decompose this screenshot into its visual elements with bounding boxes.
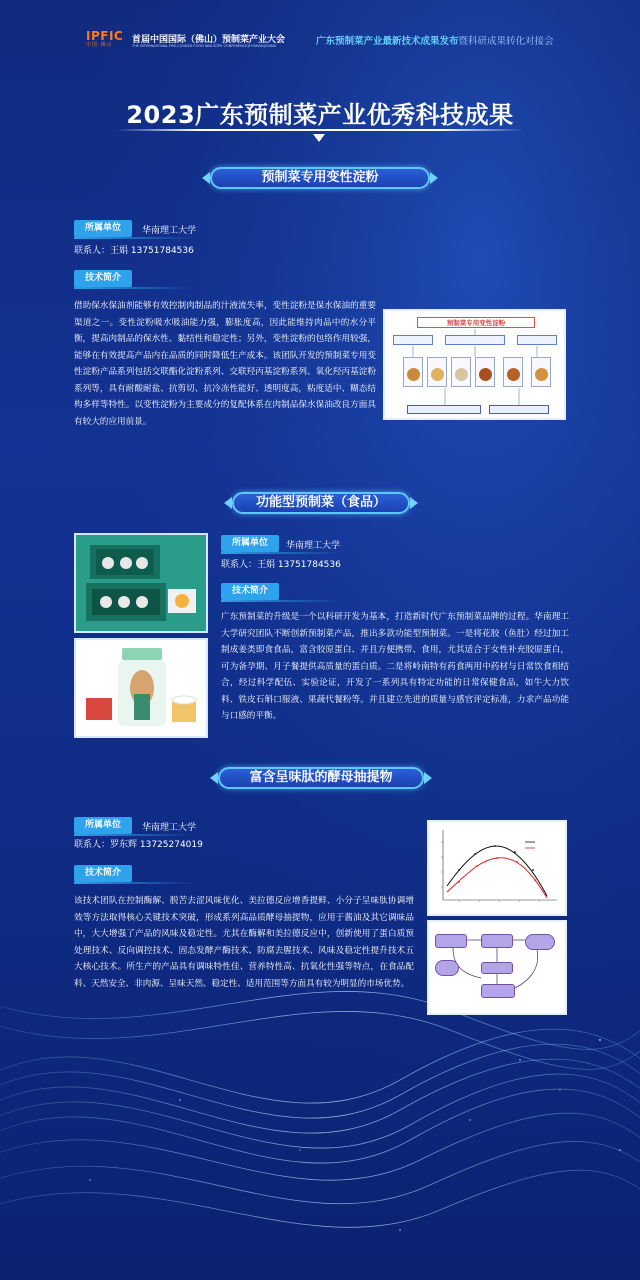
section-title: 富含呈味肽的酵母抽提物 bbox=[249, 770, 393, 785]
unit-tag: 所属单位 bbox=[221, 535, 279, 552]
intro-tag: 技术简介 bbox=[74, 865, 132, 882]
flow-node bbox=[435, 960, 459, 976]
product-photo-jar bbox=[74, 638, 208, 738]
section-description: 借助保水保油剂能够有效控制肉制品的汁液流失率，变性淀粉是保水保油的重要渠道之一。变性淀粉吸水吸油能力强，膨胀度高，因此能维持肉品中的水分平衡，提高肉制品的保水性、黏结性和稳定性；另外，变性淀粉的包络作用较强，能够在有效提高产品内在品质的同时降低生产成本。该团队开发的预制菜专用变性淀粉产品系列包括交联酯化淀粉系列、交联羟丙基淀粉系列、氧化羟丙基淀粉系列等，具有耐酸耐盐、抗剪切、抗冷冻性能好、透明度高，粘度适中、糊态结构多样等特性。以变性淀粉为主要成分的复配体系在肉制品保水保油改良方面具有较大的应用前景。 bbox=[74, 301, 376, 427]
contact-info: 联系人：王娟 13751784536 bbox=[221, 560, 341, 570]
giftbox-illustration bbox=[76, 535, 206, 631]
logo-subtext: 中国·佛山 bbox=[86, 42, 113, 48]
header-bar bbox=[0, 0, 640, 78]
tag-underline bbox=[221, 552, 341, 554]
flow-node bbox=[525, 934, 555, 950]
section-title: 预制菜专用变性淀粉 bbox=[261, 170, 379, 185]
contact-info: 联系人：罗东辉 13725274019 bbox=[74, 840, 203, 850]
curve-plot bbox=[429, 822, 565, 914]
intro-tag: 技术简介 bbox=[221, 583, 279, 600]
section-title: 功能型预制菜（食品） bbox=[255, 495, 386, 510]
page-title: 2023广东预制菜产业优秀科技成果 bbox=[126, 101, 514, 129]
flow-node bbox=[481, 962, 513, 974]
starch-diagram-figure bbox=[383, 309, 566, 420]
tag-underline bbox=[221, 600, 341, 602]
yeast-curve-figure bbox=[427, 820, 567, 916]
logo-letters: IPFIC bbox=[86, 29, 124, 43]
section-description: 该技术团队在控制酶解、脱苦去涩风味优化、美拉德反应增香提鲜、小分子呈味肽协调增效等方法取得核心关键技术突破，形成系列高品质酵母抽提物，应用于酱油及其它调味品中，大大增强了产品的风味及稳定性。尤其在酶解和美拉德反应中，创新使用了蛋白质预处理技术、反向调控技术、固态发酵产酶技术、防腐去腥技术、风味及稳定性提升技术五大核心技术。所生产的产品具有调味特性佳、营养特性高、抗氧化性强等特点，在食品配料、天然安全、非肉源、呈味天然、稳定性、适用范围等方面具有较为明显的市场优势。 bbox=[74, 896, 414, 989]
flow-node bbox=[435, 934, 467, 948]
tag-underline bbox=[74, 287, 194, 289]
figure-title: 预制菜专用变性淀粉 bbox=[417, 317, 535, 328]
intro-tag: 技术简介 bbox=[74, 270, 132, 287]
jar-illustration bbox=[76, 640, 206, 736]
event-subtitle bbox=[316, 33, 554, 47]
contact-info: 联系人：王娟 13751784536 bbox=[74, 246, 194, 256]
flow-node bbox=[481, 934, 513, 948]
unit-value: 华南理工大学 bbox=[142, 226, 197, 236]
conference-name-en: THE INTERNATIONAL PRE-COOKED FOOD INDUSTRY CONFERENCE(FOSHAN)CHINA bbox=[132, 44, 277, 48]
tag-underline bbox=[74, 834, 194, 836]
product-photo-giftbox bbox=[74, 533, 208, 633]
event-subtitle-highlight: 广东预制菜产业最新技术成果发布 bbox=[316, 36, 459, 47]
flow-node bbox=[481, 984, 515, 998]
tag-underline bbox=[74, 237, 194, 239]
section-banner-starch bbox=[210, 167, 430, 189]
figure-connectors bbox=[385, 311, 564, 418]
unit-tag: 所属单位 bbox=[74, 817, 132, 834]
title-arrow-icon bbox=[313, 134, 325, 142]
section-description: 广东预制菜的升级是一个以科研开发为基本，打造新时代广东预制菜品牌的过程。华南理工大学研究团队不断创新预制菜产品，推出多款功能型预制菜。一是将花胶（鱼肚）经过加工制成姜类即食食品，富含胶原蛋白、并且方便携带、食用，尤其适合于女性补充胶原蛋白，可为备孕期、月子餐提供高质量的蛋白质。二是将岭南特有药食两用中药材与日常饮食相结合，经过科学配伍、实验论证，开发了一系列具有特定功能的日常保健食品，如牛大力饮料、铁皮石斛口服液、果蔬代餐粉等。并且建立先进的质量与感官评定标准，力求产品功能与口感的平衡。 bbox=[221, 612, 569, 721]
yeast-flow-figure bbox=[427, 920, 567, 1015]
event-subtitle-rest: 暨科研成果转化对接会 bbox=[458, 36, 554, 47]
section-banner-yeast bbox=[218, 767, 424, 789]
section-banner-functional bbox=[232, 492, 410, 514]
unit-value: 华南理工大学 bbox=[142, 823, 197, 833]
conference-name: 首届中国国际（佛山）预制菜产业大会 bbox=[132, 35, 286, 45]
unit-value: 华南理工大学 bbox=[286, 541, 341, 551]
tag-underline bbox=[74, 882, 194, 884]
title-underline bbox=[116, 129, 524, 131]
unit-tag: 所属单位 bbox=[74, 220, 132, 237]
conference-logo bbox=[86, 30, 128, 48]
